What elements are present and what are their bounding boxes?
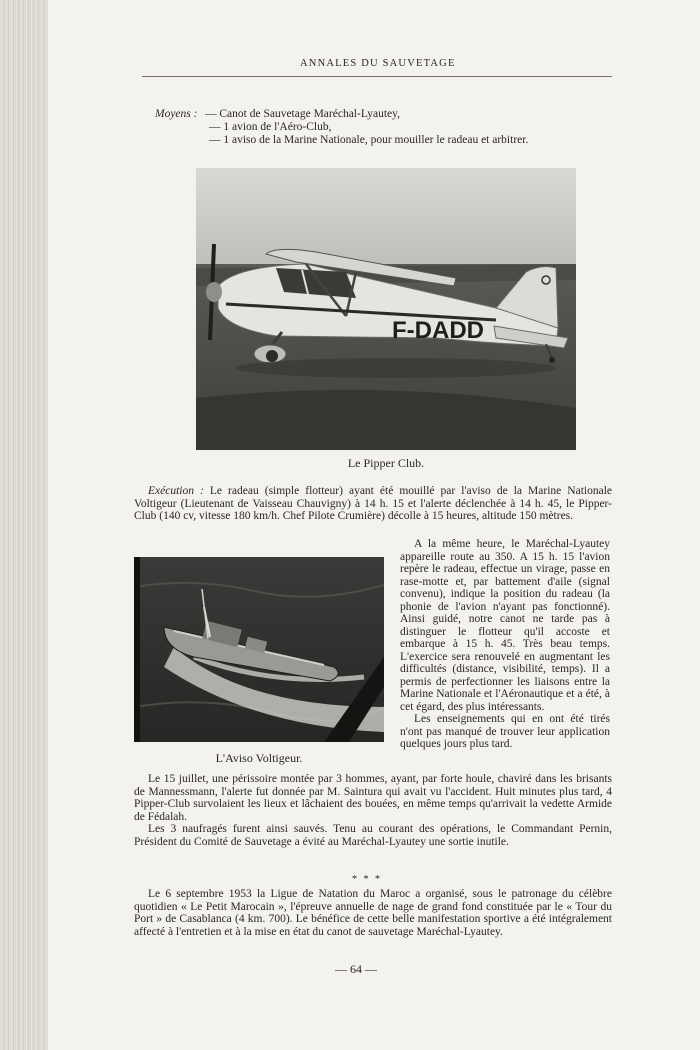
right-para-2: Les enseignements qui en ont été tirés n'ont pas manqué de trouver leur application quelques jours plus tard. bbox=[400, 713, 610, 750]
september-paragraph bbox=[134, 888, 612, 938]
plane-registration: F-DADD bbox=[392, 317, 484, 344]
running-header: ANNALES DU SAUVETAGE bbox=[300, 58, 456, 69]
execution-text: Le radeau (simple flotteur) ayant été mouillé par l'aviso de la Marine Nationale Voltigeur (Lieutenant de Vaisseau Chauvigny) à 14 h. 15 et l'alerte déclenchée à 14 h. 45, le Pipper-Club (140 cv, vitesse 180 km/h. Chef Pilote Crumière) décolle à 15 heures, altitude 150 mètres. bbox=[134, 485, 612, 522]
means-item-2: — 1 avion de l'Aéro-Club, bbox=[209, 121, 332, 133]
plane-caption: Le Pipper Club. bbox=[347, 456, 425, 470]
page-number: — 64 — bbox=[335, 962, 377, 976]
execution-paragraph bbox=[134, 485, 612, 523]
july-section bbox=[134, 773, 612, 848]
ship-caption: L'Aviso Voltigeur. bbox=[215, 751, 303, 765]
right-para-1: A la même heure, le Maréchal-Lyautey appareille route au 350. A 15 h. 15 l'avion repère le radeau, effectue un virage, passe en rase-motte et, par battement d'aile (signal convenu), indique la position du radeau (la phonie de l'avion n'ayant pas fonctionné). Ainsi guidé, notre canot ne tarde pas à distinguer le flotteur qu'il accoste et embarque à 15 h. 45. Très beau temps. L'exercice sera renouvelé en augmentant les difficultés (distance, visibilité, temps). Il a permis de perfectionner les liaisons entre la Marine Nationale et l'Aéronautique et a été, à cet égard, des plus intéressants. bbox=[400, 538, 610, 713]
means-item-3: — 1 aviso de la Marine Nationale, pour mouiller le radeau et arbitrer. bbox=[209, 134, 529, 146]
execution-label: Exécution : bbox=[148, 485, 204, 497]
aviso-voltigeur-photo bbox=[134, 557, 384, 742]
july-para-2: Les 3 naufragés furent ainsi sauvés. Tenu au courant des opérations, le Commandant Pernin, Président du Comité de Sauvetage a évité au Maréchal-Lyautey une sortie inutile. bbox=[134, 823, 612, 848]
section-separator: * * * bbox=[352, 874, 382, 885]
page-edge bbox=[0, 0, 48, 1050]
pipper-club-photo bbox=[196, 168, 576, 450]
header-rule bbox=[142, 76, 612, 77]
means-item-1: — Canot de Sauvetage Maréchal-Lyautey, bbox=[205, 108, 401, 120]
means-label: Moyens : bbox=[155, 108, 198, 120]
july-para-1: Le 15 juillet, une périssoire montée par 3 hommes, ayant, par forte houle, chaviré dans les brisants de Mannessmann, l'alerte fut donnée par M. Saintura qui avait vu l'accident. Huit minutes plus tard, 4 Pipper-Club survolaient les lieux et lâchaient des bouées, en même temps qu'arrivait la vedette Armide de Fédalah. bbox=[134, 773, 612, 823]
right-column bbox=[400, 538, 610, 751]
means-block bbox=[155, 108, 528, 147]
september-text: Le 6 septembre 1953 la Ligue de Natation du Maroc a organisé, sous le patronage du célèbre quotidien « Le Petit Marocain », l'épreuve annuelle de nage de grand fond constituée par le « Tour du Port » de Casablanca (4 km. 700). Le bénéfice de cette belle manifestation sportive a été intégralement affecté à l'entretien et à la mise en état du canot de sauvetage Maréchal-Lyautey. bbox=[134, 888, 612, 938]
